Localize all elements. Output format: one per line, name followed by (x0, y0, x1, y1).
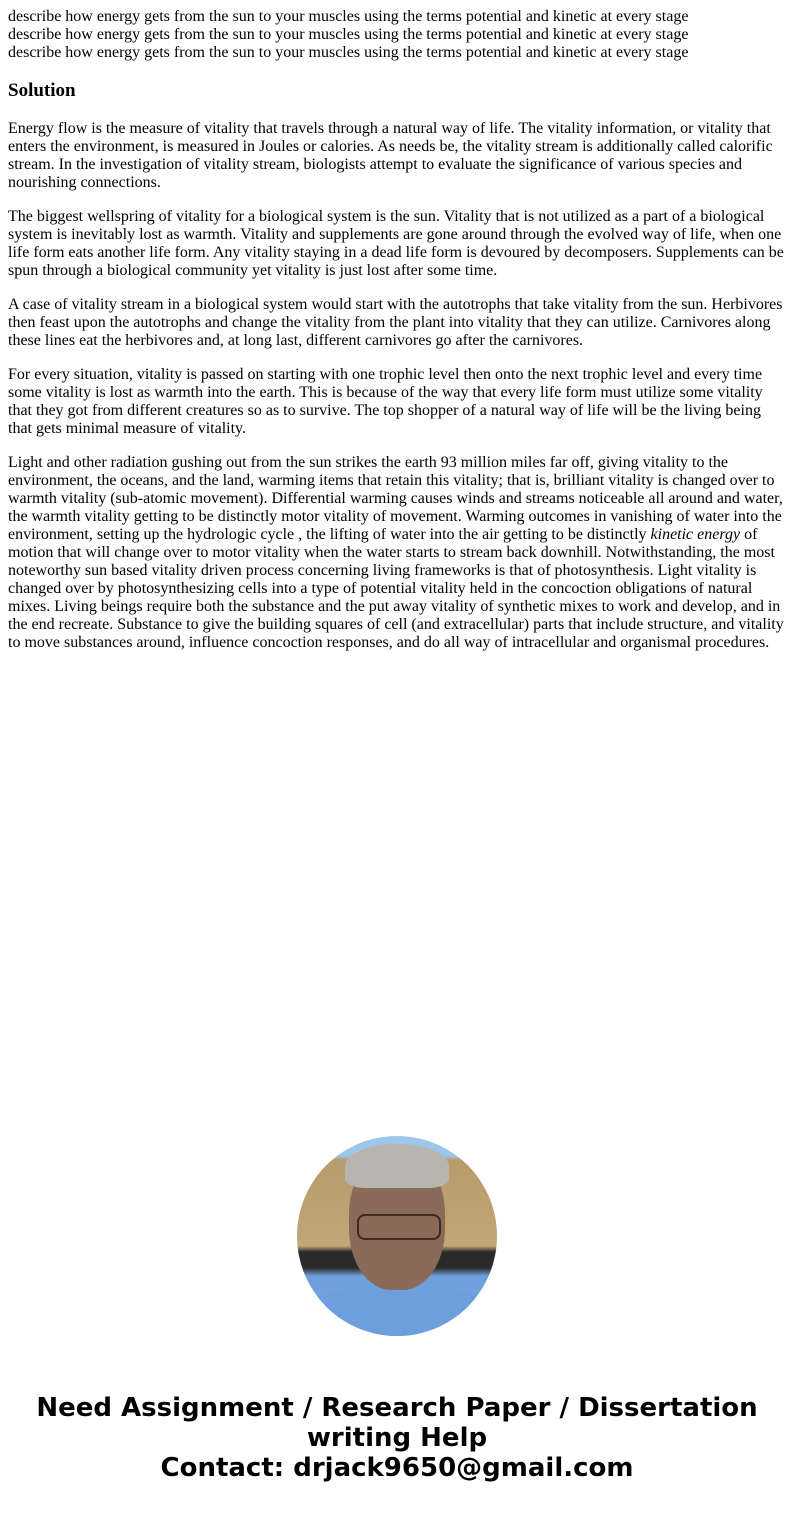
avatar-glasses (357, 1214, 441, 1240)
question-block (8, 8, 786, 62)
paragraph: A case of vitality stream in a biological system would start with the autotrophs that take vitality from the sun. Herbivores then feast upon the autotrophs and change the vitality from the plant into vitality that they can utilize. Carnivores along these lines eat the herbivores and, at long last, different carnivores go after the carnivores. (8, 296, 783, 349)
avatar-shirt (307, 1286, 487, 1336)
paragraph: For every situation, vitality is passed on starting with one trophic level then onto the next trophic level and every time some vitality is lost as warmth into the earth. This is because of the way that every life form must utilize some vitality that they got from different creatures so as to survive. The top shopper of a natural way of life will be the living being that gets minimal measure of vitality. (8, 366, 763, 437)
contact-banner (8, 1393, 786, 1483)
paragraph-text: of motion that will change over to motor vitality when the water starts to stream back downhill. Notwithstanding, the most noteworthy sun based vitality driven process concerning living frameworks is that of photosynthesis. Light vitality is changed over by photosynthesizing cells into a type of potential vitality held in the concoction obligations of natural mixes. Living beings require both the substance and the put away vitality of synthetic mixes to work and develop, and in the end recreate. Substance to give the building squares of cell (and extracellular) parts that include structure, and vitality to move substances around, influence concoction responses, and do all way of intracellular and organismal procedures. (8, 526, 784, 651)
paragraph: Energy flow is the measure of vitality that travels through a natural way of life. The vitality information, or vitality that enters the environment, is measured in Joules or calories. As needs be, the vitality stream is additionally called calorific stream. In the investigation of vitality stream, biologists attempt to evaluate the significance of various species and nourishing connections. (8, 120, 773, 191)
question-line: describe how energy gets from the sun to your muscles using the terms potential and kinetic at every stage (8, 8, 689, 25)
paragraph (8, 454, 786, 652)
paragraph: The biggest wellspring of vitality for a biological system is the sun. Vitality that is not utilized as a part of a biological system is inevitably lost as warmth. Vitality and supplements are gone around through the evolved way of life, when one life form eats another life form. Any vitality staying in a dead life form is devoured by decomposers. Supplements can be spun through a biological community yet vitality is just lost after some time. (8, 208, 784, 279)
contact-email: Contact: drjack9650@gmail.com (160, 1453, 634, 1483)
question-line: describe how energy gets from the sun to your muscles using the terms potential and kinetic at every stage (8, 26, 689, 43)
question-line: describe how energy gets from the sun to your muscles using the terms potential and kinetic at every stage (8, 44, 689, 61)
solution-heading: Solution (8, 80, 76, 101)
author-photo-container (8, 1136, 786, 1341)
author-avatar (297, 1136, 497, 1336)
help-text: Need Assignment / Research Paper / Dissertation writing Help (36, 1393, 758, 1453)
emphasis-text: kinetic energy (650, 526, 741, 543)
paragraph-text: Light and other radiation gushing out from the sun strikes the earth 93 million miles far off, giving vitality to the environment, the oceans, and the land, warming items that retain this vitality; that is, brilliant vitality is changed over to warmth vitality (sub-atomic movement). Differential warming causes winds and streams noticeable all around and water, the warmth vitality getting to be distinctly motor vitality of movement. Warming outcomes in vanishing of water into the environment, setting up the hydrologic cycle , the lifting of water into the air getting to be distinctly (8, 454, 783, 543)
avatar-hair (345, 1144, 449, 1188)
